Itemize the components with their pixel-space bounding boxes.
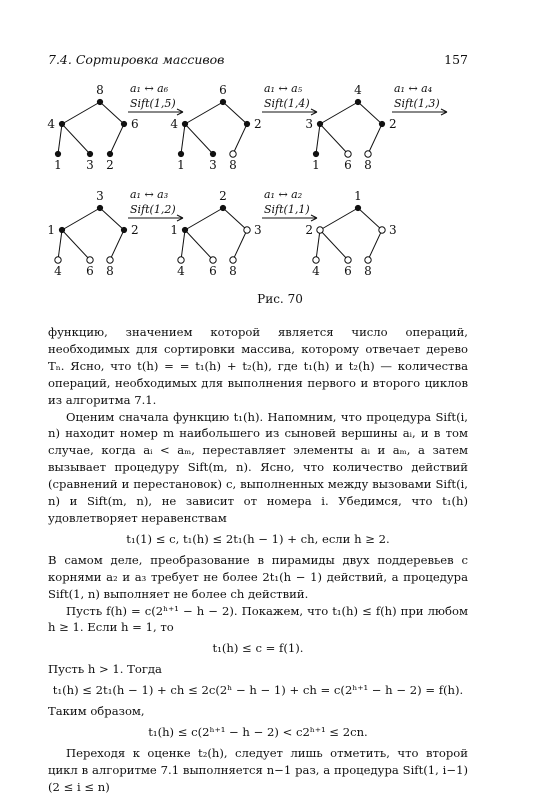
tree-node [107, 257, 113, 263]
body-text [48, 324, 468, 796]
tree-node [230, 257, 236, 263]
tree-edge [181, 230, 185, 260]
tree-edge [320, 102, 358, 124]
node-label: 4 [47, 117, 55, 131]
node-label: 6 [86, 264, 94, 278]
node-label: 2 [219, 189, 227, 203]
tree-edge [62, 208, 100, 230]
equation-2: t₁(h) ≤ c = f(1). [212, 641, 304, 656]
node-label: 1 [354, 189, 362, 203]
page-header [48, 52, 468, 70]
tree-edge [320, 208, 358, 230]
tree-node [97, 99, 102, 104]
tree-edge [62, 124, 90, 154]
tree-edge [185, 102, 223, 124]
tree-node [345, 151, 351, 157]
node-label: 2 [305, 223, 313, 237]
node-label: 6 [131, 117, 139, 131]
paragraph-7: Переходя к оценке t₂(h), следует лишь отметить, что второй цикл в алгоритме 7.1 выполняется n−1 раз, а процедура Sift(1, i−1) (2 ≤ i ≤ n) [48, 745, 468, 794]
tree-node [220, 99, 225, 104]
tree-edge [185, 124, 213, 154]
node-label: 4 [170, 117, 178, 131]
node-label: 4 [54, 264, 62, 278]
tree-edge [223, 102, 247, 124]
tree-node [87, 151, 92, 156]
tree-node [317, 227, 323, 233]
node-label: 6 [344, 264, 352, 278]
node-label: 8 [106, 264, 114, 278]
node-label: 8 [96, 83, 104, 97]
tree-node [59, 121, 64, 126]
node-label: 1 [177, 158, 185, 172]
tree-node [345, 257, 351, 263]
swap-label: a₁ ↔ a₂ [264, 188, 303, 201]
node-label: 3 [389, 223, 397, 237]
tree-edge [58, 124, 62, 154]
swap-label: a₁ ↔ a₅ [264, 82, 303, 95]
paragraph-4: Пусть f(h) = c(2ʰ⁺¹ − h − 2). Покажем, что t₁(h) ≤ f(h) при любом h ≥ 1. Если h = 1, то [48, 603, 468, 635]
tree-node [178, 257, 184, 263]
equation-1: t₁(1) ≤ c, t₁(h) ≤ 2t₁(h − 1) + ch, если h ≥ 2. [126, 531, 390, 546]
tree-edge [110, 124, 124, 154]
tree-edge [185, 208, 223, 230]
tree-edge [358, 102, 382, 124]
node-label: 1 [54, 158, 62, 172]
sift-label: Sift(1,5) [130, 97, 176, 110]
tree-node [87, 257, 93, 263]
node-label: 8 [229, 264, 237, 278]
tree-node [355, 205, 360, 210]
node-label: 1 [47, 223, 55, 237]
tree-node [244, 227, 250, 233]
tree-edge [368, 124, 382, 154]
node-label: 4 [177, 264, 185, 278]
node-label: 1 [312, 158, 320, 172]
tree-edge [110, 230, 124, 260]
tree-node [379, 121, 384, 126]
tree-node [210, 257, 216, 263]
node-label: 8 [364, 158, 372, 172]
swap-label: a₁ ↔ a₄ [394, 82, 433, 95]
tree-node [210, 151, 215, 156]
sift-label: Sift(1,2) [130, 203, 176, 216]
paragraph-5: Пусть h > 1. Тогда [48, 662, 162, 677]
node-label: 4 [312, 264, 320, 278]
swap-label: a₁ ↔ a₆ [130, 82, 169, 95]
tree-edge [185, 230, 213, 260]
node-label: 8 [229, 158, 237, 172]
node-label: 3 [209, 158, 217, 172]
node-label: 6 [344, 158, 352, 172]
tree-edge [368, 230, 382, 260]
node-label: 2 [389, 117, 397, 131]
node-label: 2 [106, 158, 114, 172]
sift-label: Sift(1,3) [394, 97, 440, 110]
tree-edge [181, 124, 185, 154]
tree-node [313, 257, 319, 263]
tree-edge [100, 102, 124, 124]
tree-node [317, 121, 322, 126]
tree-edge [233, 230, 247, 260]
tree-node [55, 151, 60, 156]
paragraph-3: В самом деле, преобразование в пирамиды двух поддеревьев с корнями a₂ и a₃ требует не более 2t₁(h − 1) действий, а процедура Sift(1, n) выполняет не более ch действий. [48, 552, 468, 601]
equation-3: t₁(h) ≤ 2t₁(h − 1) + ch ≤ 2c(2ʰ − h − 1) + ch = c(2ʰ⁺¹ − h − 2) = f(h). [52, 683, 464, 698]
sift-label: Sift(1,1) [264, 203, 310, 216]
swap-label: a₁ ↔ a₃ [130, 188, 169, 201]
tree-node [121, 227, 126, 232]
node-label: 1 [170, 223, 178, 237]
tree-node [379, 227, 385, 233]
tree-node [182, 227, 187, 232]
tree-edge [62, 230, 90, 260]
tree-node [244, 121, 249, 126]
running-title: 7.4. Сортировка массивов [48, 52, 225, 67]
node-label: 4 [354, 83, 362, 97]
node-label: 3 [305, 117, 313, 131]
tree-edge [233, 124, 247, 154]
tree-node [121, 121, 126, 126]
sift-label: Sift(1,4) [264, 97, 310, 110]
tree-edge [62, 102, 100, 124]
tree-edge [358, 208, 382, 230]
tree-node [355, 99, 360, 104]
heap-sort-figure [30, 80, 500, 290]
tree-node [178, 151, 183, 156]
node-label: 2 [131, 223, 139, 237]
tree-edge [320, 230, 348, 260]
tree-node [365, 151, 371, 157]
paragraph-1: функцию, значением которой является число операций, необходимых для сортировки массива, которому отвечает дерево Tₙ. Ясно, что t(h) = = t₁(h) + t₂(h), где t₁(h) и t₂(h) — количества операций, необходимых для выполнения первого и второго циклов из алгоритма 7.1. [48, 325, 468, 407]
tree-node [365, 257, 371, 263]
tree-node [182, 121, 187, 126]
tree-node [55, 257, 61, 263]
paragraph-6: Таким образом, [48, 704, 145, 719]
tree-node [313, 151, 318, 156]
node-label: 6 [219, 83, 227, 97]
node-label: 8 [364, 264, 372, 278]
node-label: 3 [86, 158, 94, 172]
node-label: 3 [254, 223, 262, 237]
tree-node [107, 151, 112, 156]
node-label: 2 [254, 117, 262, 131]
tree-node [220, 205, 225, 210]
node-label: 6 [209, 264, 217, 278]
tree-edge [58, 230, 62, 260]
tree-node [97, 205, 102, 210]
figure-caption: Рис. 70 [257, 292, 303, 306]
tree-edge [316, 230, 320, 260]
tree-edge [316, 124, 320, 154]
tree-node [59, 227, 64, 232]
tree-edge [320, 124, 348, 154]
tree-edge [100, 208, 124, 230]
paragraph-2: Оценим сначала функцию t₁(h). Напомним, что процедура Sift(i, n) находит номер m наибольшего из сыновей вершины aᵢ, и в том случае, когда aᵢ < aₘ, переставляет элементы aᵢ и aₘ, а затем вызывает процедуру Sift(m, n). Ясно, что количество действий (сравнений и перестановок) c, выполненных между вызовами Sift(i, n) и Sift(m, n), не зависит от номера i. Убедимся, что t₁(h) удовлетворяет неравенствам [48, 409, 468, 525]
page-number: 157 [444, 52, 468, 67]
equation-4: t₁(h) ≤ c(2ʰ⁺¹ − h − 2) < c2ʰ⁺¹ ≤ 2cn. [148, 724, 368, 739]
tree-node [230, 151, 236, 157]
tree-edge [223, 208, 247, 230]
node-label: 3 [96, 189, 104, 203]
